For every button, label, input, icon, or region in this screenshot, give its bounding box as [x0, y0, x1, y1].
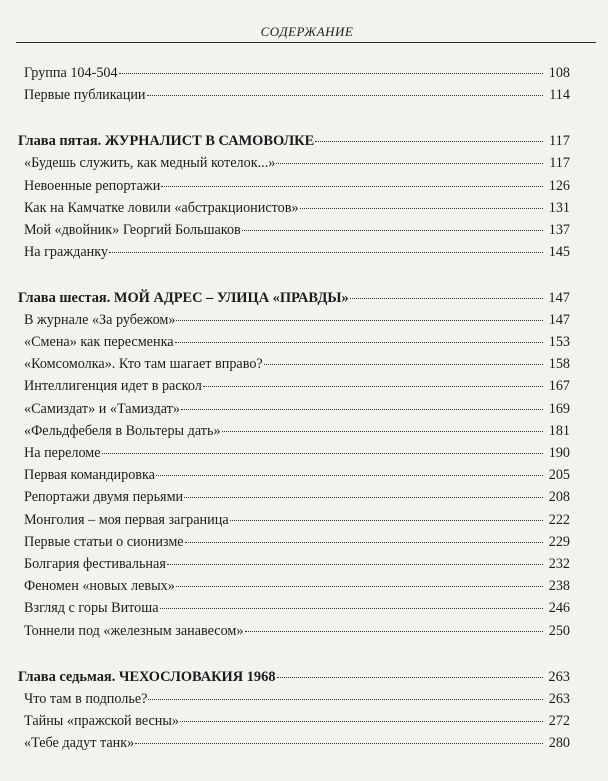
entry-title: Группа 104-504	[24, 65, 118, 81]
toc-entry	[24, 597, 570, 619]
toc-entry	[24, 732, 570, 754]
entry-title: Что там в подполье?	[24, 691, 148, 707]
toc-entry	[24, 241, 570, 263]
entry-title: «Тебе дадут танк»	[24, 735, 135, 751]
toc-entry	[24, 219, 570, 241]
entry-title: Первые статьи о сионизме	[24, 534, 184, 550]
toc-entry	[24, 531, 570, 553]
dot-leader	[148, 699, 543, 700]
toc-entry	[24, 442, 570, 464]
toc-entry	[24, 84, 570, 106]
entry-title: На гражданку	[24, 244, 108, 260]
entry-title: На переломе	[24, 445, 101, 461]
toc-entry	[24, 175, 570, 197]
page-number: 153	[548, 334, 570, 350]
toc-entry	[24, 575, 570, 597]
toc-entry	[24, 688, 570, 710]
page-number: 147	[548, 312, 570, 328]
entry-title: Интеллигенция идет в раскол	[24, 378, 202, 394]
entry-title: Как на Камчатке ловили «абстракционистов»	[24, 200, 299, 216]
page-number: 222	[548, 512, 570, 528]
entry-title: «Фельдфебеля в Вольтеры дать»	[24, 423, 221, 439]
dot-leader	[161, 186, 543, 187]
dot-leader	[300, 208, 543, 209]
dot-leader	[350, 298, 543, 299]
entry-title: «Самиздат» и «Тамиздат»	[24, 401, 180, 417]
page-number: 263	[548, 669, 570, 685]
page-number: 158	[548, 356, 570, 372]
page-number: 246	[548, 600, 570, 616]
dot-leader	[242, 230, 543, 231]
toc-entry	[24, 710, 570, 732]
entry-title: Болгария фестивальная	[24, 556, 166, 572]
dot-leader	[203, 386, 543, 387]
toc-entry	[24, 62, 570, 84]
toc-entry	[24, 486, 570, 508]
dot-leader	[102, 453, 543, 454]
page-number: 117	[549, 155, 570, 171]
entry-title: Первая командировка	[24, 467, 155, 483]
entry-title: «Смена» как пересменка	[24, 334, 174, 350]
page-number: 131	[548, 200, 570, 216]
toc-entry	[24, 620, 570, 642]
dot-leader	[156, 475, 543, 476]
dot-leader	[245, 631, 544, 632]
entry-title: Феномен «новых левых»	[24, 578, 175, 594]
toc-entry	[24, 464, 570, 486]
dot-leader	[181, 409, 543, 410]
chapter-title: Глава пятая. ЖУРНАЛИСТ В САМОВОЛКЕ	[18, 133, 315, 149]
page-number: 272	[548, 713, 570, 729]
dot-leader	[222, 431, 543, 432]
dot-leader	[167, 564, 543, 565]
page-number: 169	[548, 401, 570, 417]
toc-entry	[24, 197, 570, 219]
page-number: 137	[548, 222, 570, 238]
dot-leader	[109, 252, 543, 253]
toc-entry	[24, 353, 570, 375]
dot-leader	[185, 542, 543, 543]
entry-title: Взгляд с горы Витоша	[24, 600, 159, 616]
dot-leader	[264, 364, 543, 365]
toc-entry	[24, 398, 570, 420]
page-number: 126	[548, 178, 570, 194]
page-number: 190	[548, 445, 570, 461]
chapter-title: Глава шестая. МОЙ АДРЕС – УЛИЦА «ПРАВДЫ»	[18, 290, 349, 306]
toc-entry	[24, 553, 570, 575]
page-number: 229	[548, 534, 570, 550]
entry-title: «Будешь служить, как медный котелок...»	[24, 155, 276, 171]
entry-title: Мой «двойник» Георгий Большаков	[24, 222, 241, 238]
page-number: 147	[548, 290, 570, 306]
entry-title: «Комсомолка». Кто там шагает вправо?	[24, 356, 263, 372]
page-number: 250	[548, 623, 570, 639]
toc-entry	[24, 375, 570, 397]
dot-leader	[180, 721, 543, 722]
dot-leader	[135, 743, 543, 744]
page-number: 117	[548, 133, 570, 149]
entry-title: Репортажи двумя перьями	[24, 489, 184, 505]
page-number: 108	[548, 65, 570, 81]
toc-entry	[24, 152, 570, 174]
entry-title: Первые публикации	[24, 87, 146, 103]
entry-title: Монголия – моя первая заграница	[24, 512, 229, 528]
page-header: СОДЕРЖАНИЕ	[260, 24, 354, 39]
page-number: 232	[548, 556, 570, 572]
chapter-entry	[18, 130, 570, 152]
page-number: 208	[548, 489, 570, 505]
dot-leader	[230, 520, 543, 521]
dot-leader	[176, 320, 543, 321]
page-number: 167	[548, 378, 570, 394]
page-number: 280	[548, 735, 570, 751]
toc-entry	[24, 420, 570, 442]
dot-leader	[176, 586, 543, 587]
page-number: 145	[548, 244, 570, 260]
dot-leader	[147, 95, 543, 96]
dot-leader	[276, 163, 543, 164]
dot-leader	[277, 677, 543, 678]
entry-title: В журнале «За рубежом»	[24, 312, 176, 328]
chapter-title: Глава седьмая. ЧЕХОСЛОВАКИЯ 1968	[18, 669, 276, 685]
dot-leader	[160, 608, 544, 609]
toc-entry	[24, 509, 570, 531]
entry-title: Тайны «пражской весны»	[24, 713, 179, 729]
page-number: 263	[548, 691, 570, 707]
dot-leader	[184, 497, 543, 498]
dot-leader	[175, 342, 543, 343]
chapter-entry	[18, 287, 570, 309]
entry-title: Невоенные репортажи	[24, 178, 161, 194]
page-number: 114	[549, 87, 570, 103]
toc-entry	[24, 331, 570, 353]
dot-leader	[119, 73, 543, 74]
page-number: 205	[548, 467, 570, 483]
chapter-entry	[18, 666, 570, 688]
dot-leader	[315, 141, 543, 142]
toc-entry	[24, 309, 570, 331]
entry-title: Тоннели под «железным занавесом»	[24, 623, 244, 639]
page-number: 181	[548, 423, 570, 439]
page-number: 238	[548, 578, 570, 594]
